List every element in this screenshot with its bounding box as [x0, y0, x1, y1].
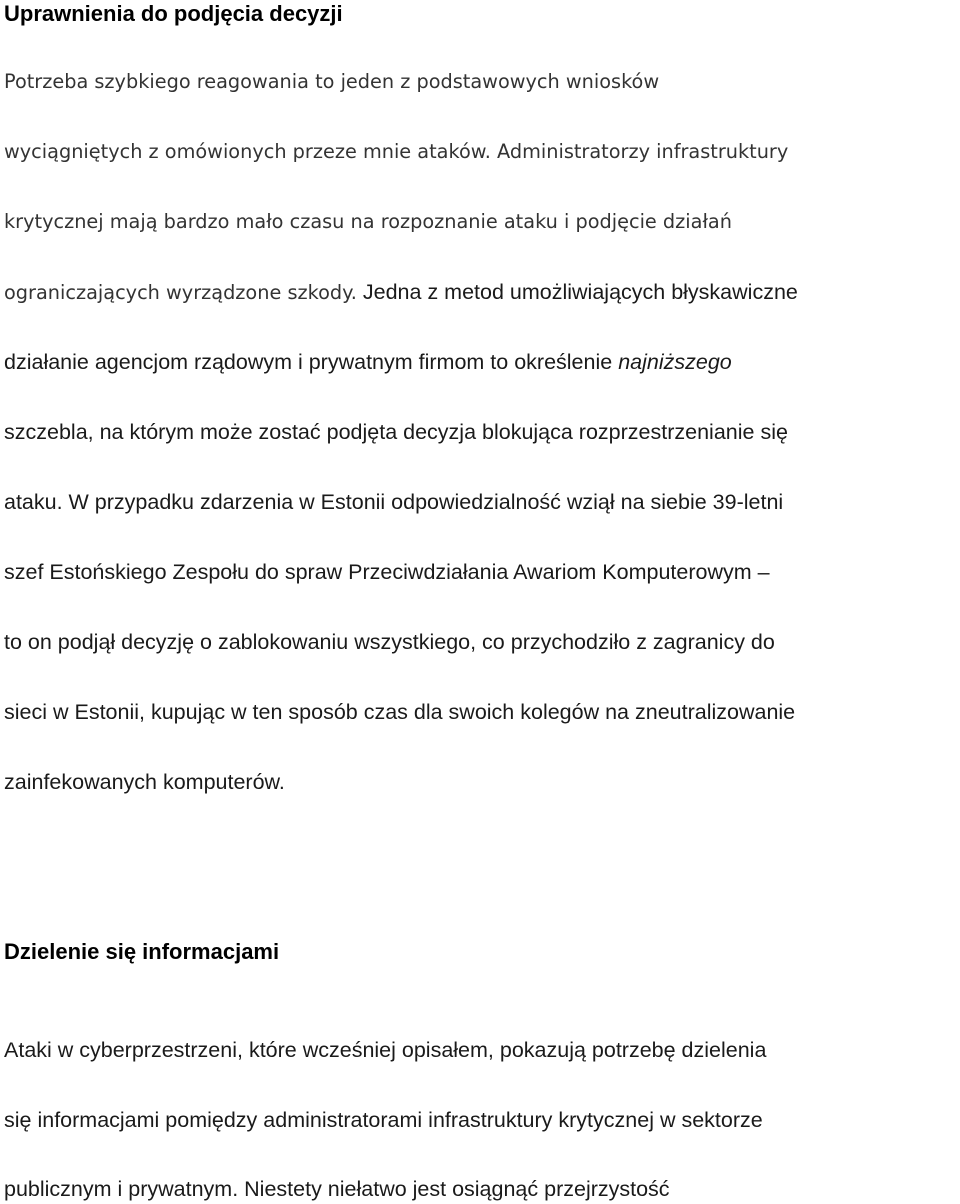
paragraph-line — [4, 348, 732, 376]
paragraph-line: szczebla, na którym może zostać podjęta decyzja blokująca rozprzestrzenianie się — [4, 420, 788, 444]
paragraph-line: Ataki w cyberprzestrzeni, które wcześniej opisałem, pokazują potrzebę dzielenia — [4, 1038, 767, 1062]
paragraph-line: Potrzeba szybkiego reagowania to jeden z podstawowych wniosków — [4, 70, 660, 93]
section-heading: Dzielenie się informacjami — [4, 939, 280, 964]
paragraph-line: krytycznej mają bardzo mało czasu na rozpoznanie ataku i podjęcie działań — [4, 210, 732, 233]
emphasized-term: najniższego — [618, 350, 732, 374]
paragraph-line-part: Jedna z metod umożliwiających błyskawiczne — [356, 280, 798, 304]
paragraph-line: ataku. W przypadku zdarzenia w Estonii odpowiedzialność wziął na siebie 39-letni — [4, 490, 784, 514]
paragraph-line: szef Estońskiego Zespołu do spraw Przeciwdziałania Awariom Komputerowym – — [4, 560, 770, 584]
paragraph-line: wyciągniętych z omówionych przeze mnie ataków. Administratorzy infrastruktury — [4, 140, 789, 163]
paragraph-line — [4, 278, 798, 307]
paragraph-line: to on podjął decyzję o zablokowaniu wszystkiego, co przychodziło z zagranicy do — [4, 630, 775, 654]
section-heading: Uprawnienia do podjęcia decyzji — [4, 1, 343, 26]
paragraph-line: się informacjami pomiędzy administratorami infrastruktury krytycznej w sektorze — [4, 1108, 763, 1132]
paragraph-line: sieci w Estonii, kupując w ten sposób czas dla swoich kolegów na zneutralizowanie — [4, 700, 796, 724]
paragraph-line: zainfekowanych komputerów. — [4, 770, 285, 794]
paragraph-line-part: działanie agencjom rządowym i prywatnym firmom to określenie — [4, 350, 619, 374]
paragraph-line-part: ograniczających wyrządzone szkody. — [4, 281, 357, 304]
paragraph-line: publicznym i prywatnym. Niestety niełatwo jest osiągnąć przejrzystość — [4, 1177, 670, 1201]
